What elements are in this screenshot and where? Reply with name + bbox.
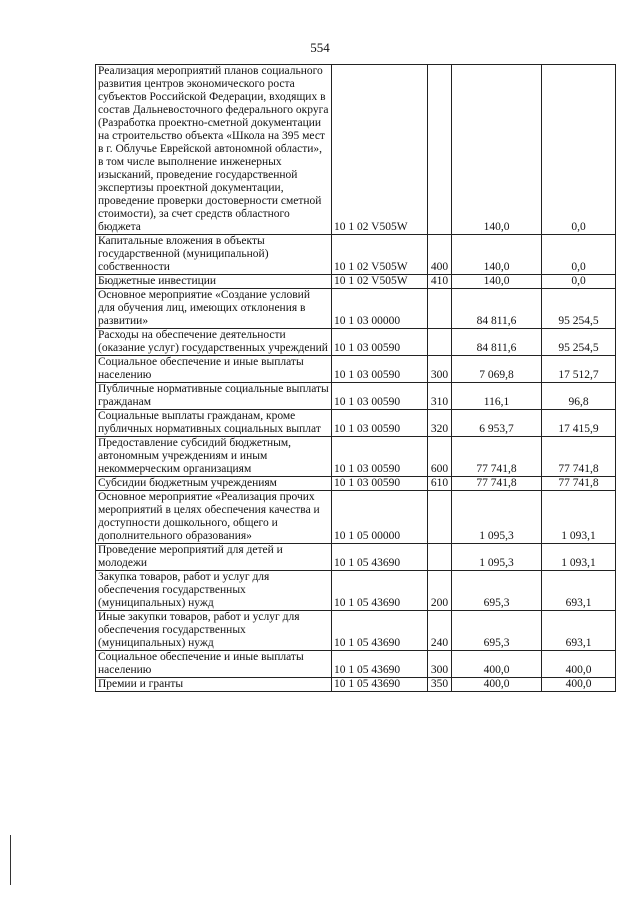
row-code-cell: 10 1 05 43690	[332, 651, 428, 678]
row-name-cell: Социальное обеспечение и иные выплаты населению	[96, 356, 332, 383]
row-expense-type-cell: 200	[428, 571, 452, 611]
row-amount-year2-cell: 77 741,8	[542, 437, 616, 477]
row-amount-year2-cell: 400,0	[542, 678, 616, 692]
row-amount-year1-cell: 1 095,3	[452, 544, 542, 571]
row-expense-type-cell: 410	[428, 275, 452, 289]
row-amount-year1-cell: 695,3	[452, 571, 542, 611]
row-name-cell: Бюджетные инвестиции	[96, 275, 332, 289]
row-amount-year1-cell: 84 811,6	[452, 289, 542, 329]
row-amount-year1-cell: 84 811,6	[452, 329, 542, 356]
row-expense-type-cell: 300	[428, 651, 452, 678]
row-code-cell: 10 1 05 43690	[332, 678, 428, 692]
row-expense-type-cell: 300	[428, 356, 452, 383]
row-name-cell: Иные закупки товаров, работ и услуг для обеспечения государственных (муниципальных) нужд	[96, 611, 332, 651]
row-amount-year1-cell: 140,0	[452, 235, 542, 275]
row-amount-year1-cell: 77 741,8	[452, 437, 542, 477]
row-name-cell: Проведение мероприятий для детей и молодежи	[96, 544, 332, 571]
row-name-cell: Реализация мероприятий планов социального развития центров экономического роста субъектов Российской Федерации, входящих в состав Дальневосточного федерального округа (Разработка проектно-сметной документации на строительство объекта «Школа на 395 мест в г. Облучье Еврейской автономной области», в том числе выполнение инженерных изысканий, проведение государственной экспертизы проектной документации, проведение проверки достоверности сметной стоимости), за счет средств областного бюджета	[96, 65, 332, 235]
row-code-cell: 10 1 03 00590	[332, 437, 428, 477]
budget-table-body	[96, 65, 616, 692]
row-amount-year2-cell: 77 741,8	[542, 477, 616, 491]
row-code-cell: 10 1 03 00590	[332, 329, 428, 356]
page-number: 554	[310, 40, 330, 55]
row-amount-year2-cell: 95 254,5	[542, 289, 616, 329]
row-expense-type-cell: 600	[428, 437, 452, 477]
row-amount-year2-cell: 1 093,1	[542, 544, 616, 571]
row-amount-year2-cell: 95 254,5	[542, 329, 616, 356]
row-code-cell: 10 1 05 43690	[332, 611, 428, 651]
row-amount-year1-cell: 140,0	[452, 275, 542, 289]
row-expense-type-cell: 400	[428, 235, 452, 275]
row-amount-year2-cell: 693,1	[542, 571, 616, 611]
row-name-cell: Капитальные вложения в объекты государственной (муниципальной) собственности	[96, 235, 332, 275]
row-expense-type-cell: 350	[428, 678, 452, 692]
table-row	[96, 235, 616, 275]
row-code-cell: 10 1 05 43690	[332, 544, 428, 571]
row-code-cell: 10 1 03 00590	[332, 477, 428, 491]
row-code-cell: 10 1 03 00590	[332, 356, 428, 383]
row-code-cell: 10 1 02 V505W	[332, 65, 428, 235]
row-code-cell: 10 1 05 00000	[332, 491, 428, 544]
row-code-cell: 10 1 03 00000	[332, 289, 428, 329]
row-name-cell: Основное мероприятие «Реализация прочих мероприятий в целях обеспечения качества и доступности дошкольного, общего и дополнительного образования»	[96, 491, 332, 544]
row-amount-year1-cell: 7 069,8	[452, 356, 542, 383]
row-name-cell: Премии и гранты	[96, 678, 332, 692]
row-code-cell: 10 1 02 V505W	[332, 235, 428, 275]
row-amount-year2-cell: 0,0	[542, 65, 616, 235]
row-amount-year1-cell: 400,0	[452, 651, 542, 678]
row-amount-year1-cell: 77 741,8	[452, 477, 542, 491]
table-row	[96, 275, 616, 289]
row-amount-year2-cell: 400,0	[542, 651, 616, 678]
row-amount-year2-cell: 0,0	[542, 275, 616, 289]
table-row	[96, 329, 616, 356]
row-amount-year1-cell: 140,0	[452, 65, 542, 235]
row-expense-type-cell	[428, 289, 452, 329]
row-expense-type-cell: 240	[428, 611, 452, 651]
row-expense-type-cell	[428, 329, 452, 356]
table-row	[96, 611, 616, 651]
table-row	[96, 437, 616, 477]
row-name-cell: Закупка товаров, работ и услуг для обеспечения государственных (муниципальных) нужд	[96, 571, 332, 611]
row-name-cell: Публичные нормативные социальные выплаты гражданам	[96, 383, 332, 410]
table-row	[96, 356, 616, 383]
row-amount-year2-cell: 1 093,1	[542, 491, 616, 544]
budget-table	[95, 64, 616, 692]
row-code-cell: 10 1 03 00590	[332, 383, 428, 410]
row-amount-year2-cell: 96,8	[542, 383, 616, 410]
row-code-cell: 10 1 02 V505W	[332, 275, 428, 289]
table-row	[96, 289, 616, 329]
row-name-cell: Основное мероприятие «Создание условий для обучения лиц, имеющих отклонения в развитии»	[96, 289, 332, 329]
row-amount-year1-cell: 116,1	[452, 383, 542, 410]
table-row	[96, 544, 616, 571]
row-amount-year1-cell: 695,3	[452, 611, 542, 651]
row-expense-type-cell	[428, 65, 452, 235]
row-amount-year1-cell: 400,0	[452, 678, 542, 692]
row-amount-year2-cell: 0,0	[542, 235, 616, 275]
row-expense-type-cell: 310	[428, 383, 452, 410]
row-expense-type-cell	[428, 544, 452, 571]
row-code-cell: 10 1 05 43690	[332, 571, 428, 611]
row-amount-year2-cell: 17 415,9	[542, 410, 616, 437]
table-row	[96, 65, 616, 235]
row-name-cell: Социальные выплаты гражданам, кроме публичных нормативных социальных выплат	[96, 410, 332, 437]
table-row	[96, 383, 616, 410]
table-row	[96, 477, 616, 491]
row-amount-year2-cell: 17 512,7	[542, 356, 616, 383]
row-expense-type-cell	[428, 491, 452, 544]
table-row	[96, 651, 616, 678]
row-name-cell: Предоставление субсидий бюджетным, автономным учреждениям и иным некоммерческим организациям	[96, 437, 332, 477]
row-expense-type-cell: 320	[428, 410, 452, 437]
table-row	[96, 571, 616, 611]
table-row	[96, 491, 616, 544]
row-amount-year1-cell: 1 095,3	[452, 491, 542, 544]
row-code-cell: 10 1 03 00590	[332, 410, 428, 437]
table-row	[96, 678, 616, 692]
row-expense-type-cell: 610	[428, 477, 452, 491]
row-name-cell: Социальное обеспечение и иные выплаты населению	[96, 651, 332, 678]
margin-line	[10, 835, 11, 885]
row-amount-year2-cell: 693,1	[542, 611, 616, 651]
row-name-cell: Субсидии бюджетным учреждениям	[96, 477, 332, 491]
table-row	[96, 410, 616, 437]
row-amount-year1-cell: 6 953,7	[452, 410, 542, 437]
row-name-cell: Расходы на обеспечение деятельности (оказание услуг) государственных учреждений	[96, 329, 332, 356]
